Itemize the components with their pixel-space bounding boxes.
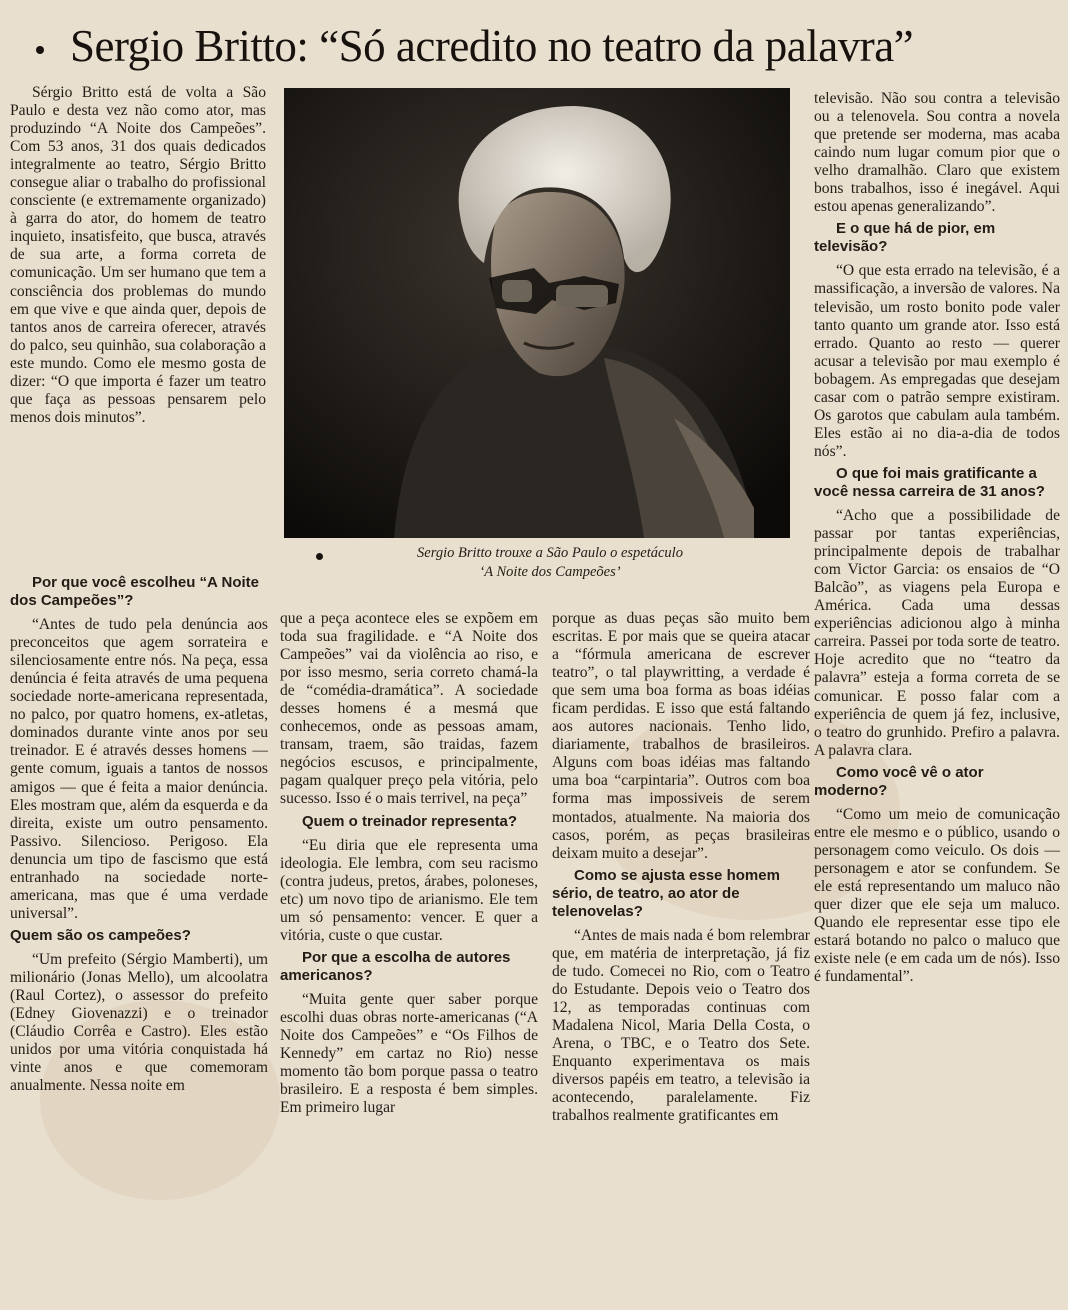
answer-4-continued: porque as duas peças são muito bem escritas. E por mais que se queira atacar a “fórmula americana de escrever teatro”, o tal playwritting, a verdade é que sem uma boa forma as boas idéias ficam perdidas. E isso que está faltando aos autores nacionais. Tenho lido, diariamente, trabalhos de brasileiros. Alguns com boas idéias mas faltando uma boa “carpintaria”. Outros com boa forma mas impossiveis de serem montados, atualmente. Na maioria dos casos, porém, as peças brasileiras deixam muito a desejar”. bbox=[552, 610, 810, 862]
column-1 bbox=[10, 570, 268, 1095]
answer-7: “Acho que a possibilidade de passar por tantas experiências, principalmente depois de trabalhar com Victor Garcia: os ensaios de “O Balcão”, as viagens pela Europa e América. Cada uma dessas experiências adicionou algo à minha carreira. Passei por toda sorte de teatro. Hoje acredito que no “teatro da palavra” esteja a forma correta de se comunicar. E posso falar com a experiência de quem já fez, inclusive, o teatro do grunhido. Prefiro a palavra. A palavra clara. bbox=[814, 507, 1060, 759]
caption-bullet bbox=[316, 553, 323, 560]
column-2 bbox=[280, 610, 538, 1117]
question-1: Por que você escolheu “A Noite dos Campeões”? bbox=[10, 574, 259, 610]
question-3: Quem o treinador representa? bbox=[302, 812, 518, 830]
answer-2-continued: que a peça acontece eles se expõem em toda sua fragilidade. e “A Noite dos Campeões” vai da violência ao riso, e por isso mesmo, seria correto chamá-la de “comédia-dramática”. A sociedade desses homens é a mesmá que conhecemos, onde as pessoas amam, transam, traem, são traidas, fazem negócios escusos, e principalmente, pagam qualquer preço pela vitória, pelo sucesso. Isso é o mais terrivel, na peça” bbox=[280, 610, 538, 808]
bullet-mark bbox=[36, 46, 44, 54]
portrait-photo bbox=[284, 88, 790, 538]
photo-caption bbox=[330, 544, 770, 582]
answer-5-continued: televisão. Não sou contra a televisão ou a telenovela. Sou contra a novela que pretende ser moderna, mas acaba caindo num lugar comum pior que o velho dramalhão. Claro que existem bons trabalhos, isso é inegável. Aqui estou apenas generalizando”. bbox=[814, 90, 1060, 216]
question-2: Quem são os campeões? bbox=[10, 926, 191, 944]
question-4: Por que a escolha de autores americanos? bbox=[280, 948, 511, 984]
question-8: Como você vê o ator moderno? bbox=[814, 763, 984, 799]
answer-5: “Antes de mais nada é bom relembrar que, em matéria de interpretação, já fiz de tudo. Comecei no Rio, com o Teatro do Estudante. Depois veio o Teatro dos 12, as temporadas continuas com Madalena Nicol, Maria Della Costa, o Arena, o TBC, e o Teatro dos Sete. Enquanto experimentava os mais diversos papéis em teatro, a televisão ia acontecendo, paralelamente. Fiz trabalhos realmente gratificantes em bbox=[552, 926, 810, 1125]
caption-line-2: ‘A Noite dos Campeões’ bbox=[479, 564, 621, 580]
question-6: E o que há de pior, em televisão? bbox=[814, 220, 996, 256]
caption-line-1: Sergio Britto trouxe a São Paulo o espetáculo bbox=[417, 545, 683, 561]
column-4 bbox=[814, 90, 1060, 986]
headline: Sergio Britto: “Só acredito no teatro da palavra” bbox=[70, 21, 914, 71]
column-3 bbox=[552, 610, 810, 1125]
answer-6: “O que esta errado na televisão, é a massificação, a inversão de valores. Na televisão, um rosto bonito pode valer tanto quanto um grande ator. Isso está errado. Quanto ao resto — querer acusar a televisão por mau exemplo é bobagem. As empregadas que desejam casar com o patrão sempre existiram. Os garotos que cabulam aula também. Eles estão ai no dia-a-dia de todos nós”. bbox=[814, 262, 1060, 460]
answer-4: “Muita gente quer saber porque escolhi duas obras norte-americanas (“A Noite dos Campeões” e “Os Filhos de Kennedy” em cartaz no Rio) nesse momento tão bom porque passa o teatro brasileiro. E a resposta é bem simples. Em primeiro lugar bbox=[280, 990, 538, 1117]
portrait-illustration bbox=[284, 88, 790, 538]
answer-8: “Como um meio de comunicação entre ele mesmo e o público, usando o personagem como veiculo. Os dois — personagem e ator se confundem. Se ele está representando um maluco não quer dizer que ele seja um maluco. Quando ele representar esse tipo ele estará botando no palco o maluco que existe nele (e em cada um de nós). Isso é fundamental”. bbox=[814, 805, 1060, 986]
answer-3: “Eu diria que ele representa uma ideologia. Ele lembra, com seu racismo (contra judeus, pretos, árabes, poloneses, etc) um novo tipo de arianismo. Ele tem um só pensamento: vencer. E quer a vitória, custe o que custar. bbox=[280, 836, 538, 944]
intro-paragraph: Sérgio Britto está de volta a São Paulo e desta vez não como ator, mas produzindo “A Noite dos Campeões”. Com 53 anos, 31 dos quais dedicados integralmente ao teatro, Sérgio Britto consegue aliar o trabalho do profissional consciente (e extremamente organizado) à garra do ator, do homem de teatro inquieto, insatisfeito, que busca, através de sua arte, a forma correta de comunicação. Um ser humano que tem a consciência dos problemas do mundo em que vive e que ainda quer, depois de tantos anos de carreira oferecer, através do palco, seu quinhão, sua colaboração a este mundo. Como ele mesmo gosta de dizer: “O que importa é fazer um teatro que faça as pessoas pensarem pelo menos dois minutos”. bbox=[10, 84, 266, 426]
answer-1: “Antes de tudo pela denúncia aos preconceitos que agem sorrateira e silenciosamente entre nós. Na peça, essa denúncia é feita através de uma pequena sociedade norte-americana representada, no palco, por quatro homens, ex-atletas, dominados durante vinte anos por seu treinador. E é através desses homens — gente comum, iguais a tantos de nossos amigos — que é feita a maior denúncia. Eles mostram que, além da esquerda e da direita, existe um outro pensamento. Passivo. Silencioso. Perigoso. Ela denuncia um tipo de fascismo que está entranhado na sociedade norte-americana, mas que é uma verdade universal”. bbox=[10, 616, 268, 922]
column-intro bbox=[10, 84, 266, 427]
question-5: Como se ajusta esse homem sério, de teatro, ao ator de telenovelas? bbox=[552, 866, 780, 920]
question-7: O que foi mais gratificante a você nessa carreira de 31 anos? bbox=[814, 464, 1045, 500]
answer-2: “Um prefeito (Sérgio Mamberti), um milionário (Jonas Mello), um alcoolatra (Raul Cortez), o assessor do prefeito (Edney Giovenazzi) e o treinador (Cláudio Corrêa e Castro). Eles estão unidos por uma vitória conquistada há vinte anos e que comemoram anualmente. Nessa noite em bbox=[10, 950, 268, 1095]
